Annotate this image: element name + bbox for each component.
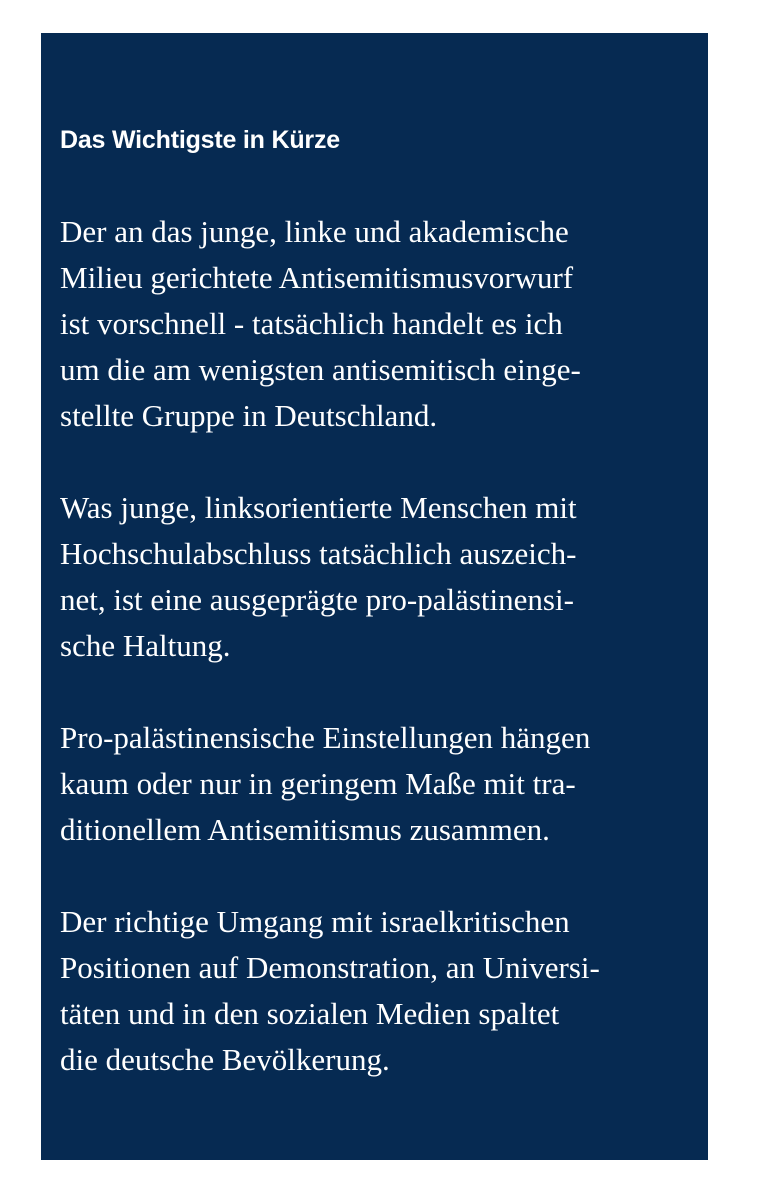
paragraph-line: ditionellem Antisemitismus zusammen.	[60, 812, 550, 847]
paragraph-line: Was junge, linksorientierte Menschen mit	[60, 490, 577, 525]
paragraph-line: net, ist eine ausgeprägte pro-palästinensi-	[60, 582, 574, 617]
summary-paragraph-1	[60, 209, 688, 439]
summary-box	[41, 33, 708, 1160]
summary-heading: Das Wichtigste in Kürze	[60, 126, 340, 154]
paragraph-line: ist vorschnell - tatsächlich handelt es ich	[60, 306, 563, 341]
paragraph-line: Milieu gerichtete Antisemitismusvorwurf	[60, 260, 574, 295]
paragraph-line: täten und in den sozialen Medien spaltet	[60, 996, 560, 1031]
paragraph-line: Pro-palästinensische Einstellungen hängen	[60, 720, 591, 755]
summary-paragraph-4	[60, 899, 688, 1083]
paragraph-line: stellte Gruppe in Deutschland.	[60, 398, 438, 433]
paragraph-line: um die am wenigsten antisemitisch einge-	[60, 352, 581, 387]
paragraph-line: sche Haltung.	[60, 628, 231, 663]
paragraph-line: Positionen auf Demonstration, an Universi-	[60, 950, 600, 985]
paragraph-line: kaum oder nur in geringem Maße mit tra-	[60, 766, 576, 801]
summary-paragraph-3	[60, 715, 688, 853]
paragraph-line: Hochschulabschluss tatsächlich auszeich-	[60, 536, 577, 571]
summary-paragraph-2	[60, 485, 688, 669]
paragraph-line: Der richtige Umgang mit israelkritischen	[60, 904, 570, 939]
paragraph-line: Der an das junge, linke und akademische	[60, 214, 569, 249]
paragraph-line: die deutsche Bevölkerung.	[60, 1042, 390, 1077]
